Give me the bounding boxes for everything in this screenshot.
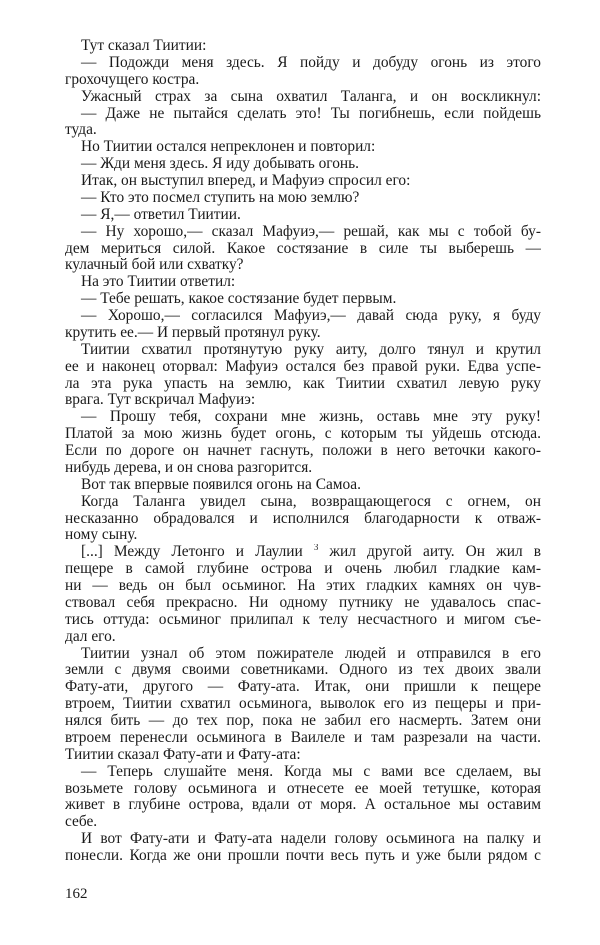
text-line [65,848,541,865]
text-line-content: [...] Между Летонго и Лаулии [81,544,303,561]
text-line [65,764,541,781]
text-line-content: пещере в самой глубине острова и очень любил гладкие кам- [65,561,541,578]
text-line [65,662,541,679]
text-line [65,612,541,629]
text-line [65,544,541,561]
text-line [65,814,541,831]
text-line-content: Когда Таланга увидел сына, возвращающегося с огнем, он [81,493,541,510]
text-line-content: — Хорошо,— согласился Мафуиэ,— давай сюда руку, я буду [81,308,541,324]
text-line-content: Вот так впервые появился огонь на Самоа. [81,475,361,493]
text-line [65,308,541,325]
text-line [65,561,541,578]
text-line-content: Тиитии схватил протянутую руку аиту, долго тянул и крутил [81,341,541,358]
text-line-content: втроем перенесли осьминога в Ваилеле и там разрезали на части. [65,729,541,746]
text-line-content: Если по дороге он начнет гаснуть, положи в него веточки какого- [65,443,541,459]
text-line-content: — Теперь слушайте меня. Когда мы с вами все сделаем, вы [81,763,541,780]
text-line-content: втроем, Тиитии схватил осьминога, выволок его из пещеры и при- [65,696,541,713]
text-line [65,646,541,663]
text-line-content: — Даже не пытайся сделать это! Ты погибнешь, если пойдешь [81,105,541,122]
text-line-content: живет в глубине острова, вдали от моря. А остальное мы оставим [65,797,541,814]
text-line [65,511,541,528]
text-line-content: — Ну хорошо,— сказал Мафуиэ,— решай, как мы с тобой бу- [81,223,541,240]
text-line-content: нибудь дерева, и он снова разгорится. [65,458,313,476]
text-line [65,494,541,511]
text-line [65,629,541,646]
text-line-continuation: жил другой аиту. Он жил в [318,544,541,561]
text-line [65,257,541,274]
text-line [65,106,541,123]
text-line [65,392,541,409]
text-line-content: крутить ее.— И первый протянул руку. [65,323,321,341]
text-line-content: ствовал себя прекрасно. Ни одному путнику не удавалось спас- [65,594,541,611]
text-line [65,325,541,342]
text-line [65,291,541,308]
text-line-content: Ужасный страх за сына охватил Таланга, и он воскликнул: [81,88,541,105]
text-line-content: И вот Фату-ати и Фату-ата надели голову осьминога на палку и [81,831,541,848]
text-line [65,190,541,207]
text-line [65,527,541,544]
text-line [65,376,541,393]
text-line-content: дал его. [65,627,116,645]
text-line [65,241,541,258]
text-line [65,578,541,595]
text-line-content: земли с двумя своими советниками. Одного из тех двоих звали [65,662,541,679]
text-line [65,173,541,190]
page-text [65,38,541,865]
text-line-content: дем мериться силой. Какое состязание в силе ты выберешь — [65,240,541,257]
footnote-marker: 3 [313,544,319,553]
text-line-content: — Жди меня здесь. Я иду добывать огонь. [81,155,360,173]
text-line-content: нялся бить — до тех пор, пока не забил его насмерть. Затем они [65,713,541,729]
text-line-content: — Тебе решать, какое состязание будет первым. [81,290,397,308]
text-line-content: возьмете голову осьминога и отнесете ее моей тетушке, которая [65,780,541,797]
text-line [65,207,541,224]
text-line-content: врага. Тут вскричал Мафуиэ: [65,391,256,409]
text-line-content: — Я,— ответил Тиитии. [81,205,241,223]
text-line-content: ее и наконец оторвал: Мафуиэ остался без правой руки. Едва успе- [65,358,541,375]
text-line [65,747,541,764]
text-line [65,274,541,291]
text-line-content: Платой за мою жизнь будет огонь, с которым ты уйдешь отсюда. [65,426,541,443]
text-line-content: грохочущего костра. [65,70,200,88]
text-line [65,89,541,106]
text-line [65,122,541,139]
text-line [65,426,541,443]
text-line-content: — Подожди меня здесь. Я пойду и добуду огонь из этого [81,54,541,71]
text-line-content: На это Тиитии ответил: [81,273,236,291]
page-number: 162 [65,886,88,902]
text-line-content: тись оттуда: осьминог прилипал к телу несчастного и мигом съе- [65,611,541,628]
text-line-content: ни — ведь он был осьминог. На этих гладких камнях он чув- [65,578,541,594]
text-line [65,730,541,747]
text-line [65,831,541,848]
text-line-content: Тут сказал Тиитии: [81,37,207,54]
text-line-content: — Кто это посмел ступить на мою землю? [81,188,360,206]
text-line-content: — Прошу тебя, сохрани мне жизнь, оставь мне эту руку! [81,409,541,426]
text-line [65,139,541,156]
text-line-content: кулачный бой или схватку? [65,256,244,274]
text-line-content: Но Тиитии остался непреклонен и повторил: [81,138,376,156]
text-line [65,443,541,460]
text-line-content: туда. [65,121,97,139]
text-line [65,696,541,713]
text-line [65,38,541,55]
text-line [65,781,541,798]
text-line-content: Итак, он выступил вперед, и Мафуиэ спросил его: [81,172,411,189]
text-line [65,156,541,173]
text-line [65,55,541,72]
text-line [65,342,541,359]
text-line [65,679,541,696]
text-line [65,460,541,477]
text-line [65,224,541,241]
text-line [65,359,541,376]
text-line-content: понесли. Когда же они прошли почти весь путь и уже были рядом с [65,848,541,864]
text-line [65,477,541,494]
text-line-content: себе. [65,813,98,831]
text-line [65,797,541,814]
text-line-content: Фату-ати, другого — Фату-ата. Итак, они пришли к пещере [65,679,541,696]
text-line [65,713,541,730]
text-line-content: Тиитии узнал об этом пожирателе людей и отправился в его [81,645,541,662]
text-line-content: ла эта рука упасть на землю, как Тиитии схватил левую руку [65,375,541,392]
text-line [65,595,541,612]
text-line-content: несказанно обрадовался и исполнился благодарности к отваж- [65,510,541,527]
text-line-content: Тиитии сказал Фату-ати и Фату-ата: [65,745,301,763]
text-line [65,409,541,426]
text-line [65,72,541,89]
text-line-content: ному сыну. [65,526,138,544]
